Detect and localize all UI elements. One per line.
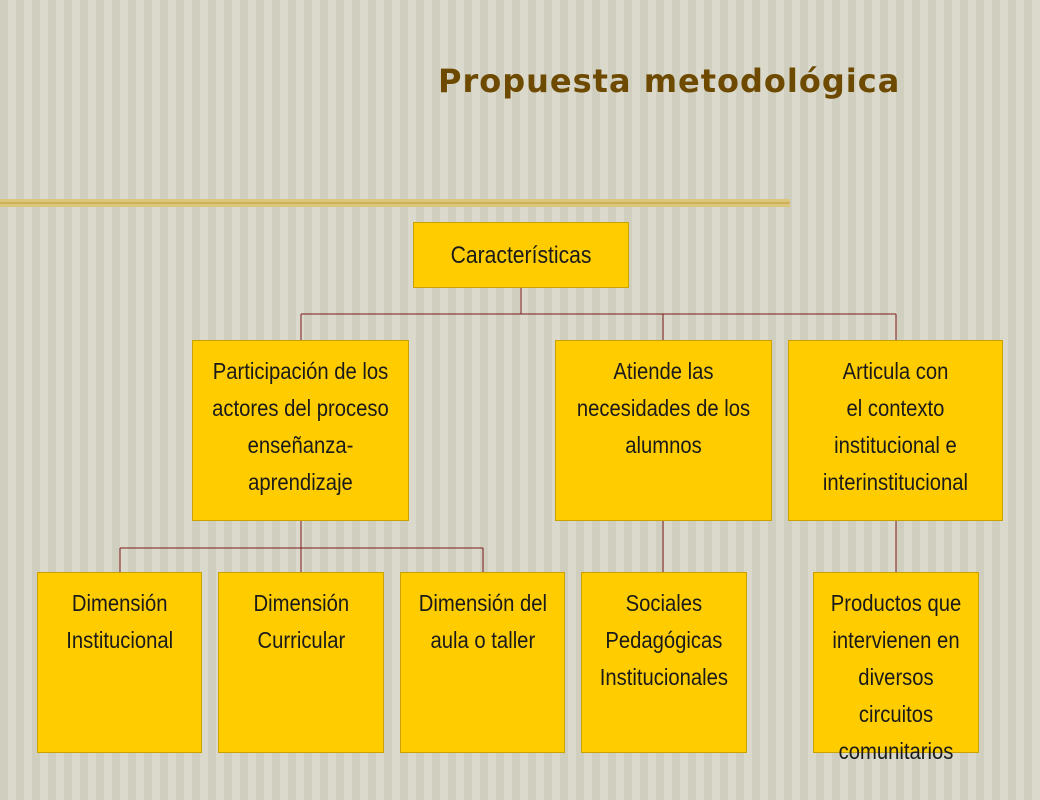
node-dimension-curricular bbox=[218, 572, 384, 753]
node-atiende bbox=[555, 340, 772, 521]
slide-title: Propuesta metodológica bbox=[438, 62, 901, 100]
node-sociales-pedagogicas bbox=[581, 572, 747, 753]
node-productos-label: Productos que intervienen en diversos circuitos comunitarios bbox=[830, 590, 962, 764]
node-caracteristicas bbox=[413, 222, 629, 288]
node-participacion-label: Participación de los actores del proceso enseñanza-aprendizaje bbox=[212, 358, 389, 495]
node-dimension-aula-taller-label: Dimensión del aula o taller bbox=[418, 590, 547, 653]
node-dimension-aula-taller bbox=[400, 572, 565, 753]
node-articula-label: Articula con el contexto institucional e interinstitucional bbox=[822, 358, 969, 495]
node-sociales-pedagogicas-label: Sociales Pedagógicas Institucionales bbox=[599, 590, 729, 690]
node-articula bbox=[788, 340, 1003, 521]
node-dimension-institucional-label: Dimensión Institucional bbox=[66, 590, 173, 653]
node-dimension-curricular-label: Dimensión Curricular bbox=[253, 590, 349, 653]
node-caracteristicas-label: Características bbox=[450, 241, 592, 269]
node-atiende-label: Atiende las necesidades de los alumnos bbox=[576, 358, 751, 458]
node-participacion bbox=[192, 340, 409, 521]
node-dimension-institucional bbox=[37, 572, 202, 753]
node-productos bbox=[813, 572, 979, 764]
